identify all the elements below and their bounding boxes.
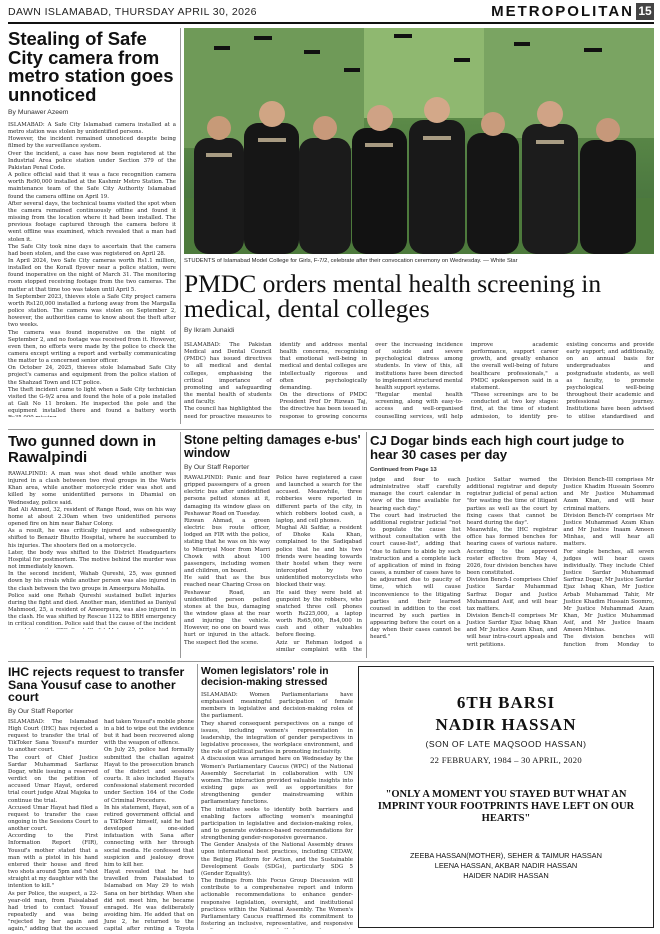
graduates-illustration [184,28,654,254]
paragraph: Division Bench-I comprises Chief Justice Sardar Muhammad Sarfraz Dogar and Justice Muhammad Asif, and will hear tax matters. [466,577,558,612]
paragraph: ISLAMABAD: The Pakistan Medical and Dental Council (PMDC) has issued directives to all medical and dental colleges, emphasising the critical importance of promoting and safeguarding the mental health of students and faculty. [184,342,272,406]
byline-stone-pelting: By Our Staff Reporter [184,464,250,471]
paragraph: As a result, he was critically injured and subsequently shifted to Benazir Bhutto Hospital, where he succumbed to his injuries. The shooters fled on a motorcycle. [8,528,176,549]
paragraph: ISLAMABAD: Women Parliamentarians have emphasised meaningful participation of female members in legislative and decision-making roles of the parliament. [201,692,353,720]
paragraph: They shared consequent perspectives on a range of issues, including women's representation in leadership, the integration of gender perspectives in legislative processes, the workplace environment, and the role of political parties in promoting inclusivity. [201,720,353,756]
paragraph: In the second incident, Wahab Qureshi, 25, was gunned down by his rivals while another person was also injured in the clash between the two groups in Ameerpura Mohalla. [8,571,176,592]
paragraph: In his statement, Hayat, son of a retired government official and a TikToker himself, said he had developed a one-sided infatuation with Sana after connecting with her through social media. He confessed that suspicion and jealousy drove him to kill her. [104,804,194,868]
headline-cj-dogar[interactable]: CJ Dogar binds each high court judge to hear 30 cases per day [370,433,625,462]
headline-camera-theft[interactable]: Stealing of Safe City camera from metro station goes unnoticed [8,28,174,105]
memorial-advertisement [358,666,654,928]
paragraph: The initiative seeks to identify both barriers and enabling factors affecting women's meaningful participation in legislative and decision-making roles, and to generate evidence-based recommendations for strengthening gender-responsive governance. [201,806,353,842]
headline-pmdc[interactable]: PMDC orders mental health screening in medical, dental colleges [184,269,602,323]
paragraph: Later, the body was shifted to the District Headquarters Hospital for postmortem. The motive behind the murder was not immediately known. [8,549,176,571]
body-stone-pelting [184,475,362,656]
continued-note: Continued from Page 13 [370,467,437,473]
paragraph: Rizwan Ahmad, a green electric bus route officer, lodged an FIR with the police, stating that he was on his way to Misrriyal Moor from Marri Chowk with about 100 passengers, including women and children, on board. [184,517,270,575]
ad-dates: 22 FEBRUARY, 1984 – 30 APRIL, 2020 [430,755,582,765]
paragraph: In September 2023, thieves stole a Safe City project camera worth Rs120,000 installed a furlong away from the Margalla police station. The camera was stolen on September 2, however, the authorities came to know about the theft after two weeks. [8,293,176,329]
ad-family-line: LEENA HASSAN, AKBAR NADIR HASSAN [434,861,578,870]
ad-name: NADIR HASSAN [435,715,577,734]
story-women [201,666,353,929]
section-divider [8,661,654,662]
convocation-photo [184,28,654,254]
paragraph: RAWALPINDI: A man was shot dead while another was injured in a clash between two rival groups in the Waris Khan area, while another motorcycle rider was shot and killed by some unidentified persons in Dhamial on Wednesday, police said. [8,471,176,506]
story-two-gunned [8,434,176,629]
paragraph: Accused Umar Hayat had filed a request to transfer the case ongoing in the Sessions Court to another court. [8,804,98,833]
ad-family-line: ZEEBA HASSAN(MOTHER), SEHER & TAIMUR HASSAN [410,851,602,860]
paragraph: The Safe City took nine days to ascertain that the camera had been stolen, and the case was registered on April 28. [8,243,176,257]
paragraph: The Gender Analysis of the National Assembly draws upon international best practices, including CEDAW, the Beijing Platform for Action, and the Sustainable Development Goals (SDGs), particularly SDG 5 (Gender Equality). [201,842,353,877]
paragraph: Aziz ur Rehman lodged a similar complaint with the [276,639,362,653]
paragraph: Bad Ali Ahmed, 32, resident of Range Road, was on his way home at about 2.30am when two unidentified persons opened fire on him near Bahar Colony. [8,506,176,528]
ad-quote: "ONLY A MOMENT YOU STAYED BUT WHAT AN IMPRINT YOUR FOOTPRINTS HAVE LEFT ON OUR HEARTS" [377,789,635,824]
photo-caption: STUDENTS of Islamabad Model College for Girls, F-7/2, celebrate after their convocation ceremony on Wednesday. — White Star [184,258,518,264]
paragraph: The division benches will function from Monday to [563,634,654,648]
body-pmdc [184,342,654,426]
ad-family-line: HAIDER NADIR HASSAN [463,871,549,880]
paragraph: Over the incident, a case has now been registered at the Industrial Area police station under Section 379 of the Pakistan Penal Code. [8,150,176,171]
paragraph: Hayat revealed that he had travelled from Faisalabad to Islamabad on May 29 to wish Sana on her birthday. When she did not meet him, he became enraged. He was deliberately avoiding him. He added that on June 2, he returned to the capital after renting a Toyota [104,869,194,933]
column-divider [366,432,367,658]
paragraph: Division Bench-II comprises Mr Justice Sardar Ejaz Ishaq Khan and Mr Justice Azam Khan, and will hear intra-court appeals and writ petitions. [466,612,558,648]
paragraph: The findings from this Focus Group Discussion will contribute to a comprehensive report and inform actionable recommendations to enhance gender-responsive legislation, oversight, and institutional practices within the National Assembly. The Women's Parliamentary Caucus reaffirmed its commitment to fostering an inclusive, representative, and responsive [201,878,353,927]
byline-ihc: By Our Staff Reporter [8,707,74,715]
paragraph: A discussion was arranged here on Wednesday by the Women's Parliamentary Caucus (WPC) of the National Assembly Secretariat in collaboration with UN women.The interaction provided valuable insights into existing gaps as well as opportunities for strengthening gender mainstreaming within parliamentary functions. [201,756,353,806]
page-number: 15 [636,3,654,20]
body-camera-theft [8,122,176,417]
paragraph: According to the First Information Report (FIR), Yousuf's mother stated that a man with a pistol in his hand entered their house and fired two shots around 5pm and "shot straight at my daughter with the intention to kill." [8,833,98,890]
story-pmdc [184,271,654,334]
paragraph: Justice Sattar warned the additional registrar and deputy registrar judicial of penal action "for wasting the time of litigant parties as well as the court by fixing cases that cannot be heard during the day". [466,477,558,526]
ad-barsi: 6TH BARSI [456,693,556,712]
paragraph: However, the incident remained unnoticed despite being filmed by the surveillance system. [8,136,176,150]
paragraph: He said they were held at gunpoint by the robbers, who snatched three cell phones worth Rs225,000, a laptop worth Rs65,000, Rs4,000 in cash and other valuables before fleeing. [276,589,362,639]
paragraph: Meanwhile, the IHC registrar office has formed benches for hearing cases of various nature. According to the approved roster effective from May 4, 2026, four division benches have been constituted. [466,527,558,577]
paragraph: Police said one Rehab Qureshi sustained bullet injuries during the fight and died. Another man, identified as Daniyal Mahmood, 25, a resident of Ameerpura, was also injured in the clash. He was shifted by Rescue 1122 to BBH emergency in critical condition. Police said that the cause of the incident [8,592,176,628]
paragraph: ISLAMABAD: The Islamabad High Court (IHC) has rejected a request to transfer the trial of TikToker Sana Yousuf's murder to another court. [8,718,98,754]
story-camera-theft [8,30,176,417]
paragraph: Mughal Ali Safdar, a resident of Dhoke Kala Khan, complained to the Sadiqabad police that he and his two friends were heading towards their hostel when they were intercepted by two unidentified motorcyclists who blocked their way. [276,525,362,589]
paragraph: He said that as the bus reached near Charing Cross on Peshawar Road, an unidentified person pelted stones at the bus, damaging the window glass at the rear and injuring the vehicle. However, no one on board was hurt or injured in the attack. The suspect fled the scene. [184,575,270,646]
masthead-rule [8,22,654,24]
paragraph: On October 24, 2025, thieves stole Islamabad Safe City project's cameras and equipment from the police station of the Shahzad Town and ICT police. [8,365,176,386]
paragraph: Division Bench-IV comprises Mr Justice Muhammad Azam Khan and Mr Justice Inaam Ameen Minhas, and will hear all matters. [563,512,654,548]
headline-ihc[interactable]: IHC rejects request to transfer Sana Yousuf case to another court [8,665,185,705]
paragraph: RAWALPINDI: Panic and fear gripped passengers of a green electric bus after unidentified persons pelted stones at it, damaging its window glass on Peshawar Road on Tuesday. [184,475,270,517]
paragraph: A police official said that it was a face recognition camera worth Rs90,000 installed at the Kashmir Metro Station. The maintenance team of the Safe City Authority Islamabad found the camera offline on April 19. [8,172,176,200]
paragraph: The theft incident came to light when a Safe City technician visited the G-9/2 area and found the hole of a pole installed at Gali No 11 broken. He inspected the pole and the equipment installed there and found a battery worth [8,386,176,415]
paragraph: "These screenings are to be conducted at two key stages: first, at the time of student admission, to identify pre-existing concerns and provide early support; and additionally, on an annual basis for undergraduates and postgraduate students, as well as faculty, to promote psychological well-being throughout their academic and professional journey. Institutions have been advised to utilise standardised and [470,342,654,420]
paragraph: For single benches, all seven judges will hear cases individually. They include Chief Justice Sardar Muhammad Sarfraz Dogar, Mr Justice Sardar Ejaz Ishaq Khan, Mr Justice Arbab Muhammad Tahir, Mr Justice Khadim Hussain Soomro, Mr Justice Muhammad Azam Khan, Mr Justice Muhammad Asif, and Mr Justice Inaam Ameen Minhas. [563,548,654,634]
paragraph: On July 25, police had formally submitted the challan against Hayat to the prosecution branch of the district and sessions courts. It also included Hayat's confessional statement recorded under Section 164 of the Code of Criminal Procedure. [104,747,194,804]
paragraph: "Regular mental health screening, along with easy-to-access and well-organised counselling services, will help improve academic performance, support career growth, and greatly enhance the overall well-being of future healthcare professionals," a PMDC spokesperson said in a statement. [375,342,559,420]
paragraph: The court of Chief Justice Sardar Muhammad Sarfaraz Dogar, while issuing a reserved verdict on the petition of accused Umar Hayat, ordered trial court judge Afzal Majoka to continue the trial. [8,754,98,804]
byline-pmdc: By Ikram Junaidi [184,327,235,334]
byline-camera-theft: By Munawer Azeem [8,109,69,116]
story-stone-pelting [184,434,362,656]
paragraph: As per Police, the suspect, a 22-year-old man, from Faisalabad had tried to contact Yousuf repeatedly and was being "rejected by her again and again," adding that the accused had taken Yousuf's mobile phone in a bid to wipe out the evidence but it had been recovered along with the weapon of offence. [8,718,194,933]
paragraph: judge and four to each administrative staff carefully manage the court calendar in view of the time available for hearing each day." [370,477,461,512]
masthead-dateline: DAWN ISLAMABAD, THURSDAY APRIL 30, 2026 [8,6,257,18]
headline-two-gunned[interactable]: Two gunned down in Rawalpindi [8,433,157,466]
body-cj-dogar [370,477,654,653]
body-ihc [8,719,194,934]
paragraph: After several days, the technical teams visited the spot when the camera remained continuously offline and found it missing from the location where it had been installed. The previous footage captured through the camera before it went offline was examined, which revealed that a man had stolen it. [8,200,176,243]
headline-stone-pelting[interactable]: Stone pelting damages e-bus' window [184,433,361,460]
column-divider [180,28,181,424]
ad-parent: (SON OF LATE MAQSOOD HASSAN) [425,739,587,749]
paragraph: The council has highlighted the need for proactive measures to identify and address mental health concerns, recognising that emotional well-being in medical and dental colleges are intellectually rigorous and often psychologically demanding. [184,342,368,420]
column-divider [180,432,181,658]
story-ihc [8,666,194,934]
body-women [201,692,353,929]
paragraph: ISLAMABAD: A Safe City Islamabad camera installed at a metro station was stolen by unidentified persons. [8,122,176,136]
paragraph: Division Bench-III comprises Mr Justice Khadim Hussain Soomro and Mr Justice Muhammad Azam Khan, and will hear criminal matters. [563,477,654,512]
column-divider [197,664,198,930]
body-two-gunned [8,471,176,629]
paragraph: The court had instructed the additional registrar judicial "not to populate the cause list without consultation with the court cause-list", adding that "due to failure to abide by such instruction and a complete lack of application of mind in fixing cases, a number of cases have to be adjourned due to paucity of time, which will cause inconvenience to the litigating parties and their learned counsel in addition to the cost incurred by such parties in appearing before the court on a day when their cases cannot be heard." [370,512,461,641]
section-title: METROPOLITAN [491,3,634,20]
story-cj-dogar [370,434,654,653]
ad-family [359,851,653,881]
headline-women[interactable]: Women legislators' role in decision-making stressed [201,666,329,688]
paragraph: In April 2024, two Safe City cameras worth Rs1.1 million, installed on the Korall flyover near a police station, were found inoperative on the night of March 31. The monitoring room stopped receiving footage from the two cameras. The matter at that time too was taken until April 5. [8,257,176,293]
section-divider [8,429,654,430]
paragraph: The camera was found inoperative on the night of September 2, and no footage was received from it. However, even then, no efforts were made by the police to check the camera except writing a report and verbally communicating the matter to a concerned senior officer. [8,329,176,365]
paragraph: On the directions of PMDC President Prof Dr Rizwan Taj, the directive has been issued in response to growing concerns over the increasing incidence of suicide and severe psychological distress among students. In view of this, all institutions have been directed to implement structured mental health support systems. [279,342,463,420]
paragraph: Police have registered a case and launched a search for the accused. Meanwhile, three robberies were reported in different parts of the city, in which robbers looted cash, a laptop, and cell phones. [276,475,362,524]
